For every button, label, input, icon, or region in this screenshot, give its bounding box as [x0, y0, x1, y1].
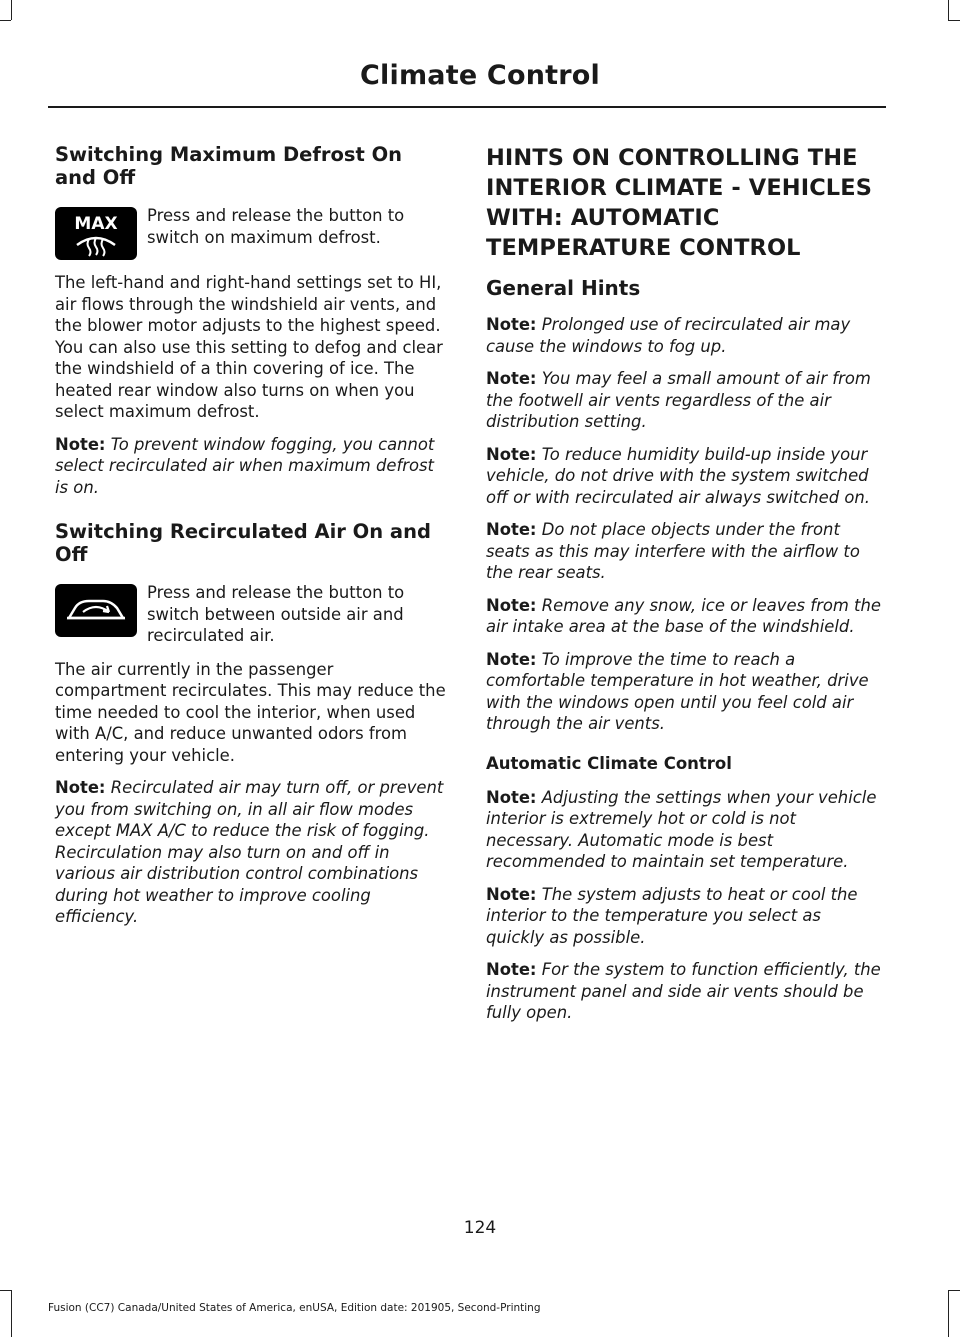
- right-column: [486, 143, 881, 1035]
- crop-mark: [948, 0, 949, 20]
- defrost-intro: Press and release the button to switch on maximum defrost.: [147, 206, 405, 247]
- section-header: Climate Control: [360, 60, 600, 91]
- header-rule: [48, 106, 886, 108]
- crop-mark: [948, 20, 960, 21]
- recirc-intro: Press and release the button to switch between outside air and recirculated air.: [147, 583, 405, 645]
- crop-mark: [11, 1290, 12, 1337]
- recirc-body: The air currently in the passenger compartment recirculates. This may reduce the time needed to cool the interior, when used with A/C, and reduce unwanted odors from entering your vehicle.: [55, 659, 446, 765]
- general-hints-heading: General Hints: [486, 276, 641, 300]
- general-note-4: Note: Do not place objects under the front seats as this may interfere with the airflow to the rear seats.: [486, 520, 860, 582]
- defrost-instruction: [55, 205, 447, 260]
- note-label: Note:: [55, 434, 106, 454]
- max-defrost-icon: [55, 207, 137, 260]
- note-label: Note:: [55, 778, 106, 797]
- defrost-heading: Switching Maximum Defrost On and Off: [55, 143, 403, 189]
- auto-note-3: Note: For the system to function efficiently, the instrument panel and side air vents should be fully open.: [486, 960, 881, 1022]
- recirc-note: [55, 777, 447, 928]
- general-note-5: Note: Remove any snow, ice or leaves from the air intake area at the base of the windshield.: [486, 595, 881, 636]
- edition-footer: Fusion (CC7) Canada/United States of America, enUSA, Edition date: 201905, Second-Printing: [48, 1302, 541, 1314]
- note-text: Recirculated air may turn off, or prevent you from switching on, in all air flow modes except MAX A/C to reduce the risk of fogging. Recirculation may also turn on and off in various air distribution control combinations during hot weather to improve cooling efficiency.: [55, 778, 444, 926]
- hints-heading: HINTS ON CONTROLLING THE INTERIOR CLIMATE - VEHICLES WITH: AUTOMATIC TEMPERATURE CONTROL: [486, 145, 873, 261]
- crop-mark: [948, 1290, 960, 1291]
- defrost-body: The left-hand and right-hand settings set to HI, air flows through the windshield air vents, and the blower motor adjusts to the highest speed. You can also use this setting to defog and clear the windshield of a thin covering of ice. The heated rear window also turns on when you select maximum defrost.: [55, 273, 443, 421]
- defrost-note: [55, 434, 447, 499]
- crop-mark: [948, 1290, 949, 1337]
- left-column: [55, 143, 447, 939]
- general-note-3: Note: To reduce humidity build-up inside your vehicle, do not drive with the system switched off or with recirculated air always switched on.: [486, 444, 870, 507]
- recirc-heading: Switching Recirculated Air On and Off: [55, 520, 431, 566]
- general-note-1: Note: Prolonged use of recirculated air may cause the windows to fog up.: [486, 315, 851, 356]
- auto-note-1: Note: Adjusting the settings when your vehicle interior is extremely hot or cold is not necessary. Automatic mode is best recommended to maintain set temperature.: [486, 787, 877, 871]
- auto-climate-heading: Automatic Climate Control: [486, 753, 732, 773]
- page-number: 124: [463, 1218, 497, 1238]
- crop-mark: [0, 1290, 11, 1291]
- recirculated-air-icon: [55, 584, 137, 637]
- crop-mark: [11, 0, 12, 20]
- auto-note-2: Note: The system adjusts to heat or cool the interior to the temperature you select as quickly as possible.: [486, 884, 858, 947]
- general-note-6: Note: To improve the time to reach a comfortable temperature in hot weather, drive with the windows open until you feel cold air through the air vents.: [486, 649, 869, 733]
- general-note-2: Note: You may feel a small amount of air from the footwell air vents regardless of the air distribution setting.: [486, 369, 871, 431]
- note-text: To prevent window fogging, you cannot select recirculated air when maximum defrost is on.: [55, 434, 435, 497]
- max-defrost-icon-label: MAX: [74, 214, 118, 234]
- crop-mark: [0, 20, 11, 21]
- recirc-instruction: [55, 582, 447, 647]
